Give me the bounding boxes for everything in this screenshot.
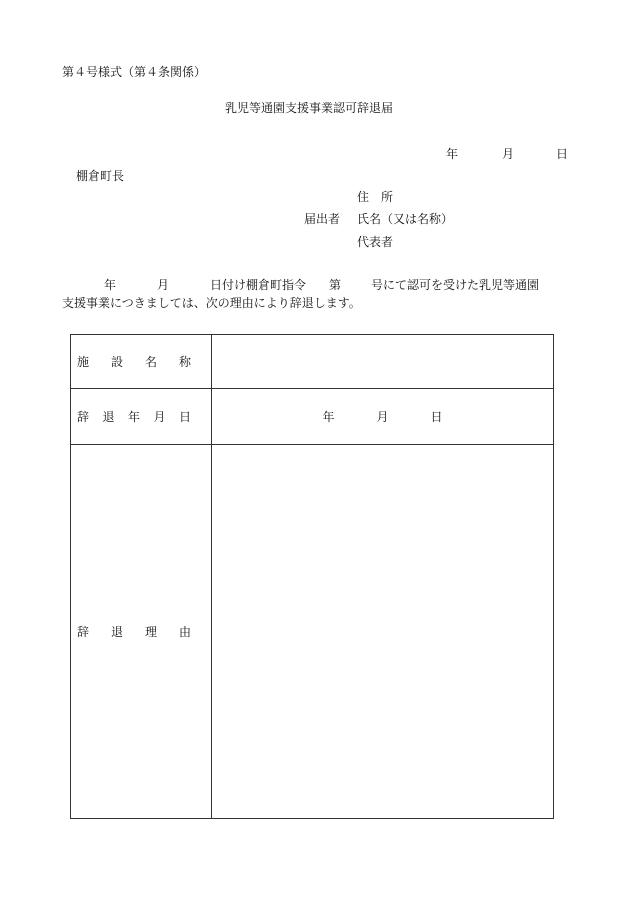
- address-label: 住 所: [357, 190, 394, 204]
- char: 辞: [77, 625, 90, 639]
- char: 理: [144, 625, 157, 639]
- char: 日: [178, 410, 191, 424]
- facility-name-label: [71, 335, 212, 389]
- body-line-2: 支援事業につきましては、次の理由により辞退します。: [62, 296, 361, 310]
- date-day: 日: [556, 147, 569, 161]
- form-number: 第４号様式（第４条関係）: [62, 65, 207, 79]
- withdrawal-month: 月: [376, 410, 389, 424]
- char: 退: [110, 625, 123, 639]
- body-year: 年: [104, 278, 117, 292]
- char: 退: [102, 410, 115, 424]
- withdrawal-date-label: [71, 389, 212, 445]
- document-title: 乳児等通園支援事業認可辞退届: [225, 101, 394, 115]
- withdrawal-year: 年: [322, 410, 335, 424]
- char: 月: [153, 410, 166, 424]
- char: 辞: [77, 410, 90, 424]
- applicant-label: 届出者: [304, 212, 341, 226]
- representative-label: 代表者: [357, 235, 394, 249]
- body-text-a: 日付け棚倉町指令: [210, 278, 307, 292]
- name-label: 氏名（又は名称）: [357, 212, 454, 226]
- facility-name-field[interactable]: [212, 335, 554, 389]
- char: 名: [144, 355, 157, 369]
- date-month: 月: [502, 147, 515, 161]
- body-month: 月: [157, 278, 170, 292]
- body-text-b: 号にて認可を受けた乳児等通園: [371, 278, 540, 292]
- char: 由: [178, 625, 191, 639]
- table-row-facility: [71, 335, 554, 389]
- char: 年: [127, 410, 140, 424]
- date-year: 年: [446, 147, 459, 161]
- body-dai: 第: [329, 278, 342, 292]
- char: 設: [110, 355, 123, 369]
- form-table: [70, 334, 554, 819]
- char: 施: [77, 355, 90, 369]
- recipient: 棚倉町長: [76, 169, 125, 183]
- withdrawal-reason-field[interactable]: [212, 445, 554, 819]
- withdrawal-reason-label: [71, 445, 212, 819]
- withdrawal-day: 日: [430, 410, 443, 424]
- withdrawal-date-field[interactable]: [212, 389, 554, 445]
- table-row-reason: [71, 445, 554, 819]
- table-row-withdrawal-date: [71, 389, 554, 445]
- char: 称: [178, 355, 191, 369]
